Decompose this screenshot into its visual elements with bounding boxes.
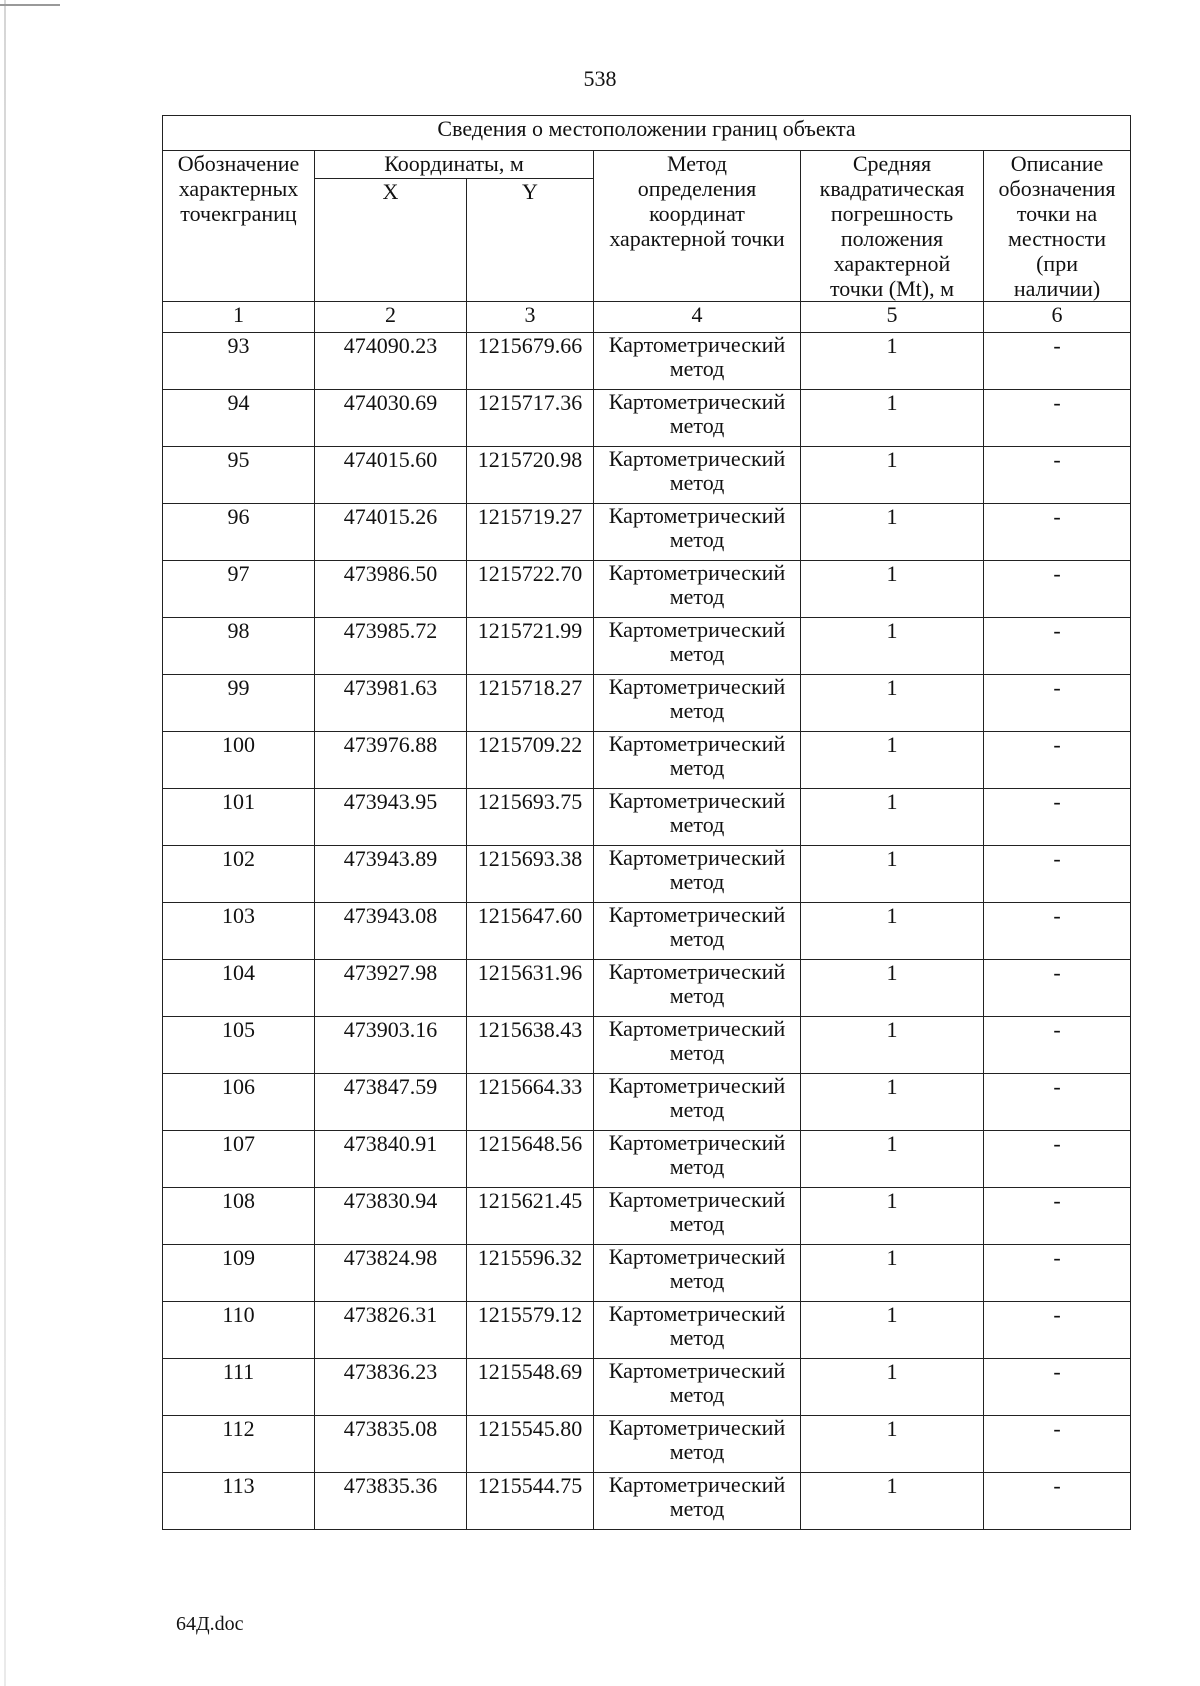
cell-error: 1: [801, 846, 984, 903]
cell-description: -: [984, 1188, 1131, 1245]
cell-point: 113: [163, 1473, 315, 1530]
cell-description: -: [984, 1302, 1131, 1359]
cell-point: 106: [163, 1074, 315, 1131]
cell-y: 1215720.98: [467, 447, 594, 504]
header-designation-line: точекграниц: [180, 201, 297, 226]
cell-point: 103: [163, 903, 315, 960]
footer-filename: 64Д.doc: [176, 1613, 244, 1635]
header-method-line: характерной точки: [609, 226, 785, 251]
method-line: Картометрический: [608, 1301, 786, 1326]
cell-error: 1: [801, 1416, 984, 1473]
cell-method: [594, 1302, 801, 1359]
header-description: [984, 151, 1131, 302]
cell-description: -: [984, 846, 1131, 903]
cell-x: 473943.08: [315, 903, 467, 960]
cell-x: 473824.98: [315, 1245, 467, 1302]
cell-point: 99: [163, 675, 315, 732]
method-line: метод: [669, 812, 725, 837]
method-line: Картометрический: [608, 560, 786, 585]
method-line: метод: [669, 1211, 725, 1236]
header-error-line: квадратическая: [819, 176, 965, 201]
method-line: Картометрический: [608, 1130, 786, 1155]
method-line: Картометрический: [608, 1187, 786, 1212]
cell-description: -: [984, 675, 1131, 732]
method-line: Картометрический: [608, 788, 786, 813]
cell-point: 112: [163, 1416, 315, 1473]
cell-y: 1215693.75: [467, 789, 594, 846]
cell-description: -: [984, 618, 1131, 675]
cell-point: 95: [163, 447, 315, 504]
method-line: метод: [669, 641, 725, 666]
header-error-line: характерной: [833, 251, 951, 276]
cell-error: 1: [801, 903, 984, 960]
cell-x: 474030.69: [315, 390, 467, 447]
table-row: [163, 960, 1131, 1017]
page-number: 538: [583, 66, 617, 91]
cell-x: 473835.36: [315, 1473, 467, 1530]
cell-description: -: [984, 1245, 1131, 1302]
table-row: [163, 903, 1131, 960]
method-line: Картометрический: [608, 731, 786, 756]
method-line: Картометрический: [608, 617, 786, 642]
cell-description: -: [984, 789, 1131, 846]
cell-point: 96: [163, 504, 315, 561]
method-line: метод: [669, 983, 725, 1008]
method-line: Картометрический: [608, 332, 786, 357]
table-row: [163, 789, 1131, 846]
header-description-line: местности: [1007, 226, 1107, 251]
cell-error: 1: [801, 789, 984, 846]
cell-method: [594, 390, 801, 447]
cell-method: [594, 1245, 801, 1302]
table-row: [163, 561, 1131, 618]
boundary-coordinates-table: [162, 115, 1131, 1530]
cell-error: 1: [801, 561, 984, 618]
cell-point: 108: [163, 1188, 315, 1245]
table-body: [163, 333, 1131, 1530]
cell-error: 1: [801, 1359, 984, 1416]
cell-point: 94: [163, 390, 315, 447]
method-line: метод: [669, 527, 725, 552]
table-row: [163, 1017, 1131, 1074]
cell-error: 1: [801, 1074, 984, 1131]
cell-description: -: [984, 1017, 1131, 1074]
table-row: [163, 1074, 1131, 1131]
method-line: метод: [669, 1097, 725, 1122]
header-method-line: координат: [649, 201, 745, 226]
cell-y: 1215722.70: [467, 561, 594, 618]
cell-method: [594, 504, 801, 561]
method-line: Картометрический: [608, 959, 786, 984]
table-row: [163, 675, 1131, 732]
cell-point: 107: [163, 1131, 315, 1188]
cell-error: 1: [801, 1473, 984, 1530]
cell-point: 104: [163, 960, 315, 1017]
header-method-line: определения: [637, 176, 757, 201]
cell-description: -: [984, 561, 1131, 618]
cell-error: 1: [801, 618, 984, 675]
header-method: [594, 151, 801, 302]
method-line: метод: [669, 1325, 725, 1350]
cell-y: 1215621.45: [467, 1188, 594, 1245]
table-row: [163, 1359, 1131, 1416]
method-line: Картометрический: [608, 1073, 786, 1098]
header-error: [801, 151, 984, 302]
column-number: 2: [315, 302, 467, 333]
header-description-line: Описание: [1010, 151, 1104, 176]
table-row: [163, 1188, 1131, 1245]
cell-description: -: [984, 903, 1131, 960]
cell-method: [594, 903, 801, 960]
table-row: [163, 447, 1131, 504]
method-line: Картометрический: [608, 389, 786, 414]
cell-point: 110: [163, 1302, 315, 1359]
method-line: Картометрический: [608, 1472, 786, 1497]
method-line: метод: [669, 356, 725, 381]
method-line: метод: [669, 1439, 725, 1464]
cell-y: 1215693.38: [467, 846, 594, 903]
cell-error: 1: [801, 1188, 984, 1245]
cell-error: 1: [801, 1245, 984, 1302]
cell-method: [594, 333, 801, 390]
header-description-line: (при: [1036, 251, 1078, 276]
cell-x: 473830.94: [315, 1188, 467, 1245]
cell-x: 473840.91: [315, 1131, 467, 1188]
header-description-line: обозначения: [998, 176, 1116, 201]
cell-x: 473826.31: [315, 1302, 467, 1359]
cell-y: 1215718.27: [467, 675, 594, 732]
cell-point: 100: [163, 732, 315, 789]
cell-y: 1215709.22: [467, 732, 594, 789]
cell-y: 1215596.32: [467, 1245, 594, 1302]
table-row: [163, 618, 1131, 675]
cell-point: 105: [163, 1017, 315, 1074]
header-coordinates: Координаты, м: [315, 151, 594, 179]
cell-method: [594, 1473, 801, 1530]
cell-method: [594, 960, 801, 1017]
method-line: Картометрический: [608, 446, 786, 471]
cell-method: [594, 846, 801, 903]
cell-method: [594, 1359, 801, 1416]
cell-method: [594, 447, 801, 504]
cell-method: [594, 1017, 801, 1074]
cell-method: [594, 561, 801, 618]
table-row: [163, 1302, 1131, 1359]
cell-error: 1: [801, 732, 984, 789]
table-row: [163, 390, 1131, 447]
cell-x: 473927.98: [315, 960, 467, 1017]
cell-point: 101: [163, 789, 315, 846]
cell-error: 1: [801, 960, 984, 1017]
cell-point: 98: [163, 618, 315, 675]
method-line: метод: [669, 1496, 725, 1521]
cell-error: 1: [801, 1131, 984, 1188]
method-line: метод: [669, 755, 725, 780]
cell-x: 473981.63: [315, 675, 467, 732]
table-row: [163, 732, 1131, 789]
cell-error: 1: [801, 1017, 984, 1074]
table-row: [163, 1131, 1131, 1188]
scan-left-edge: [4, 0, 6, 1686]
cell-y: 1215544.75: [467, 1473, 594, 1530]
scan-top-mark: [0, 4, 60, 6]
method-line: метод: [669, 413, 725, 438]
method-line: метод: [669, 926, 725, 951]
cell-description: -: [984, 333, 1131, 390]
cell-description: -: [984, 1473, 1131, 1530]
cell-y: 1215631.96: [467, 960, 594, 1017]
method-line: метод: [669, 584, 725, 609]
header-description-line: точки на: [1016, 201, 1098, 226]
cell-x: 473903.16: [315, 1017, 467, 1074]
method-line: метод: [669, 1268, 725, 1293]
cell-x: 473943.89: [315, 846, 467, 903]
method-line: метод: [669, 1154, 725, 1179]
cell-x: 474015.60: [315, 447, 467, 504]
cell-error: 1: [801, 447, 984, 504]
header-description-line: наличии): [1013, 276, 1101, 301]
cell-method: [594, 1074, 801, 1131]
cell-y: 1215545.80: [467, 1416, 594, 1473]
column-number: 3: [467, 302, 594, 333]
method-line: Картометрический: [608, 845, 786, 870]
cell-point: 93: [163, 333, 315, 390]
header-designation: [163, 151, 315, 302]
cell-method: [594, 789, 801, 846]
cell-description: -: [984, 504, 1131, 561]
header-error-line: погрешность: [830, 201, 954, 226]
method-line: Картометрический: [608, 674, 786, 699]
method-line: Картометрический: [608, 1358, 786, 1383]
table-row: [163, 1245, 1131, 1302]
cell-y: 1215579.12: [467, 1302, 594, 1359]
method-line: Картометрический: [608, 902, 786, 927]
cell-method: [594, 732, 801, 789]
method-line: метод: [669, 869, 725, 894]
method-line: Картометрический: [608, 1244, 786, 1269]
cell-y: 1215719.27: [467, 504, 594, 561]
header-y: Y: [467, 179, 594, 302]
cell-x: 473985.72: [315, 618, 467, 675]
cell-error: 1: [801, 1302, 984, 1359]
method-line: Картометрический: [608, 1415, 786, 1440]
header-designation-line: характерных: [178, 176, 299, 201]
cell-method: [594, 675, 801, 732]
cell-method: [594, 1131, 801, 1188]
cell-x: 474015.26: [315, 504, 467, 561]
cell-description: -: [984, 1074, 1131, 1131]
cell-x: 473835.08: [315, 1416, 467, 1473]
cell-method: [594, 1188, 801, 1245]
cell-method: [594, 1416, 801, 1473]
header-error-line: точки (Mt), м: [829, 276, 955, 301]
cell-description: -: [984, 447, 1131, 504]
cell-description: -: [984, 1359, 1131, 1416]
cell-description: -: [984, 732, 1131, 789]
method-line: метод: [669, 1382, 725, 1407]
cell-error: 1: [801, 504, 984, 561]
cell-y: 1215664.33: [467, 1074, 594, 1131]
column-number: 1: [163, 302, 315, 333]
cell-y: 1215648.56: [467, 1131, 594, 1188]
cell-y: 1215717.36: [467, 390, 594, 447]
cell-x: 473976.88: [315, 732, 467, 789]
cell-error: 1: [801, 333, 984, 390]
cell-x: 473943.95: [315, 789, 467, 846]
header-error-line: Средняя: [852, 151, 932, 176]
cell-point: 109: [163, 1245, 315, 1302]
column-number: 4: [594, 302, 801, 333]
cell-x: 474090.23: [315, 333, 467, 390]
table-row: [163, 1416, 1131, 1473]
cell-method: [594, 618, 801, 675]
column-number: 5: [801, 302, 984, 333]
table-row: [163, 1473, 1131, 1530]
header-x: X: [315, 179, 467, 302]
cell-description: -: [984, 960, 1131, 1017]
header-designation-line: Обозначение: [177, 151, 300, 176]
cell-y: 1215679.66: [467, 333, 594, 390]
cell-point: 111: [163, 1359, 315, 1416]
method-line: метод: [669, 470, 725, 495]
cell-y: 1215721.99: [467, 618, 594, 675]
header-method-line: Метод: [667, 151, 727, 176]
column-number: 6: [984, 302, 1131, 333]
method-line: Картометрический: [608, 503, 786, 528]
cell-error: 1: [801, 675, 984, 732]
cell-point: 97: [163, 561, 315, 618]
cell-x: 473986.50: [315, 561, 467, 618]
cell-y: 1215647.60: [467, 903, 594, 960]
table-row: [163, 504, 1131, 561]
header-error-line: положения: [840, 226, 944, 251]
table-row: [163, 846, 1131, 903]
cell-description: -: [984, 390, 1131, 447]
method-line: Картометрический: [608, 1016, 786, 1041]
method-line: метод: [669, 1040, 725, 1065]
cell-y: 1215638.43: [467, 1017, 594, 1074]
method-line: метод: [669, 698, 725, 723]
cell-x: 473836.23: [315, 1359, 467, 1416]
cell-y: 1215548.69: [467, 1359, 594, 1416]
cell-error: 1: [801, 390, 984, 447]
cell-point: 102: [163, 846, 315, 903]
cell-description: -: [984, 1131, 1131, 1188]
cell-description: -: [984, 1416, 1131, 1473]
table-caption: Сведения о местоположении границ объекта: [163, 116, 1131, 151]
table-row: [163, 333, 1131, 390]
cell-x: 473847.59: [315, 1074, 467, 1131]
